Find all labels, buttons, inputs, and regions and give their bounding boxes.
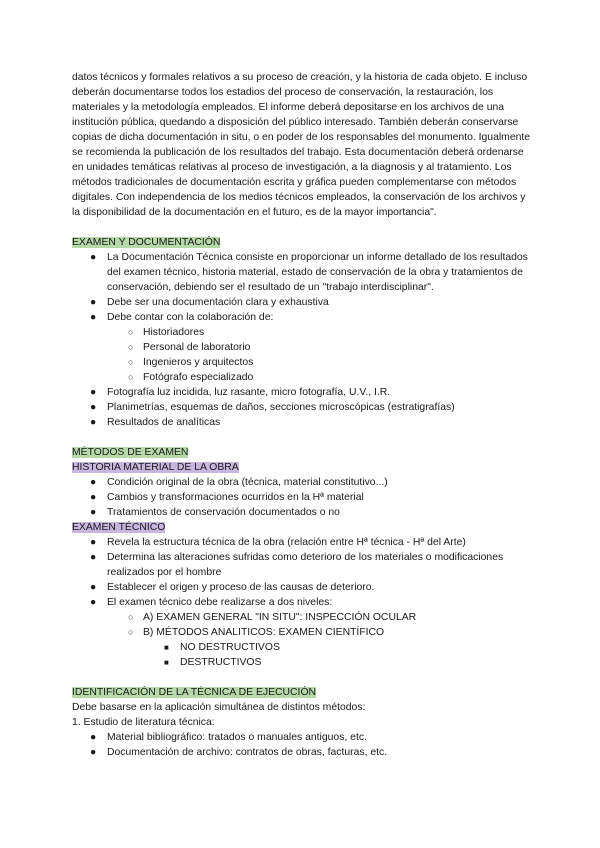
subsection-heading: EXAMEN TÉCNICO: [72, 522, 166, 533]
list-subitem: ○ Historiadores: [128, 327, 205, 338]
list-item: ● Tratamientos de conservación documentados o no: [90, 507, 340, 518]
square-bullet: ■: [164, 643, 169, 652]
list-item: ● Fotografía luz incidida, luz rasante, micro fotografía, U.V., I.R.: [90, 387, 391, 398]
list-item: ● Documentación de archivo: contratos de obras, facturas, etc.: [90, 747, 388, 758]
disc-bullet: ●: [90, 537, 97, 548]
list-subitem: ○ Ingenieros y arquitectos: [128, 357, 254, 368]
circle-bullet: ○: [128, 612, 134, 622]
disc-bullet: ●: [90, 582, 97, 593]
intro-paragraph: datos técnicos y formales relativos a su proceso de creación, y la historia de cada objeto. E incluso deberán documentarse todos los estadios del proceso de conservación, la restauración, los materiales y la metodología empleados. El informe deberá depositarse en los archivos de una institución pública, quedando a disposición del público interesado. También deberán conservarse copias de dicha documentación in situ, o en poder de los responsables del monumento. Igualmente se recomienda la publicación de los resultados del trabajo. Esta documentación deberá ordenarse en unidades temáticas relativas al proceso de investigación, a la diagnosis y al tratamiento. Los métodos tradicionales de documentación escrita y gráfica pueden complementarse con métodos digitales. Con independencia de los medios técnicos empleados, la conservación de los archivos y la disponibilidad de la documentación en el futuro, es de la mayor importancia".: [72, 72, 531, 218]
list-item: ● Material bibliográfico: tratados o manuales antiguos, etc.: [90, 732, 367, 743]
list-item: ● Debe contar con la colaboración de:: [90, 312, 274, 323]
list-item: ● Condición original de la obra (técnica, material constitutivo...): [90, 477, 388, 488]
circle-bullet: ○: [128, 357, 134, 367]
list-subitem: ○ B) MÉTODOS ANALITICOS: EXAMEN CIENTÍFICO: [128, 627, 385, 638]
list-item: ● Planimetrías, esquemas de daños, secciones microscópicas (estratigrafías): [90, 402, 455, 413]
disc-bullet: ●: [90, 552, 97, 563]
disc-bullet: ●: [90, 597, 97, 608]
section-examen-documentacion: [72, 235, 532, 430]
list-subsubitem: ■ NO DESTRUCTIVOS: [164, 642, 280, 653]
disc-bullet: ●: [90, 492, 97, 503]
section-intro: Debe basarse en la aplicación simultánea de distintos métodos:: [72, 702, 366, 713]
bullet-list: [72, 535, 532, 670]
bullet-list: [72, 730, 532, 760]
square-bullet: ■: [164, 658, 169, 667]
disc-bullet: ●: [90, 507, 97, 518]
numbered-step: 1. Estudio de literatura técnica:: [72, 717, 215, 728]
list-item: ● Determina las alteraciones sufridas como deterioro de los materiales o modificaciones realizados por el hombre: [90, 552, 504, 578]
disc-bullet: ●: [90, 417, 97, 428]
document-body: [72, 70, 532, 760]
list-item: ● Establecer el origen y proceso de las causas de deterioro.: [90, 582, 375, 593]
list-subsubitem: ■ DESTRUCTIVOS: [164, 657, 262, 668]
list-subitem: ○ Fotógrafo especializado: [128, 372, 254, 383]
list-item: ● Resultados de analíticas: [90, 417, 221, 428]
disc-bullet: ●: [90, 297, 97, 308]
disc-bullet: ●: [90, 312, 97, 323]
circle-bullet: ○: [128, 327, 134, 337]
disc-bullet: ●: [90, 387, 97, 398]
list-item: ● Cambios y transformaciones ocurridos en la Hª material: [90, 492, 364, 503]
section-heading: EXAMEN Y DOCUMENTACIÓN: [72, 237, 221, 248]
section-heading: MÉTODOS DE EXAMEN: [72, 447, 189, 458]
bullet-list: [72, 475, 532, 520]
bullet-list: [72, 250, 532, 430]
section-identificacion-tecnica: [72, 685, 532, 760]
list-subitem: ○ Personal de laboratorio: [128, 342, 251, 353]
disc-bullet: ●: [90, 402, 97, 413]
subsection-heading: HISTORIA MATERIAL DE LA OBRA: [72, 462, 239, 473]
section-metodos-examen: [72, 445, 532, 670]
list-item: ● El examen técnico debe realizarse a dos niveles:: [90, 597, 333, 608]
section-heading: IDENTIFICACIÓN DE LA TÉCNICA DE EJECUCIÓN: [72, 687, 317, 698]
list-subitem: ○ A) EXAMEN GENERAL "IN SITU": INSPECCIÓN OCULAR: [128, 612, 417, 623]
list-item: ● Debe ser una documentación clara y exhaustiva: [90, 297, 329, 308]
circle-bullet: ○: [128, 372, 134, 382]
disc-bullet: ●: [90, 477, 97, 488]
list-item: ● La Documentación Técnica consiste en proporcionar un informe detallado de los resultados del examen técnico, historia material, estado de conservación de la obra y tratamientos de conservación, debiendo ser el resultado de un "trabajo interdisciplinar".: [90, 252, 528, 293]
disc-bullet: ●: [90, 732, 97, 743]
disc-bullet: ●: [90, 747, 97, 758]
circle-bullet: ○: [128, 627, 134, 637]
disc-bullet: ●: [90, 252, 97, 263]
circle-bullet: ○: [128, 342, 134, 352]
list-item: ● Revela la estructura técnica de la obra (relación entre Hª técnica - Hª del Arte): [90, 537, 466, 548]
